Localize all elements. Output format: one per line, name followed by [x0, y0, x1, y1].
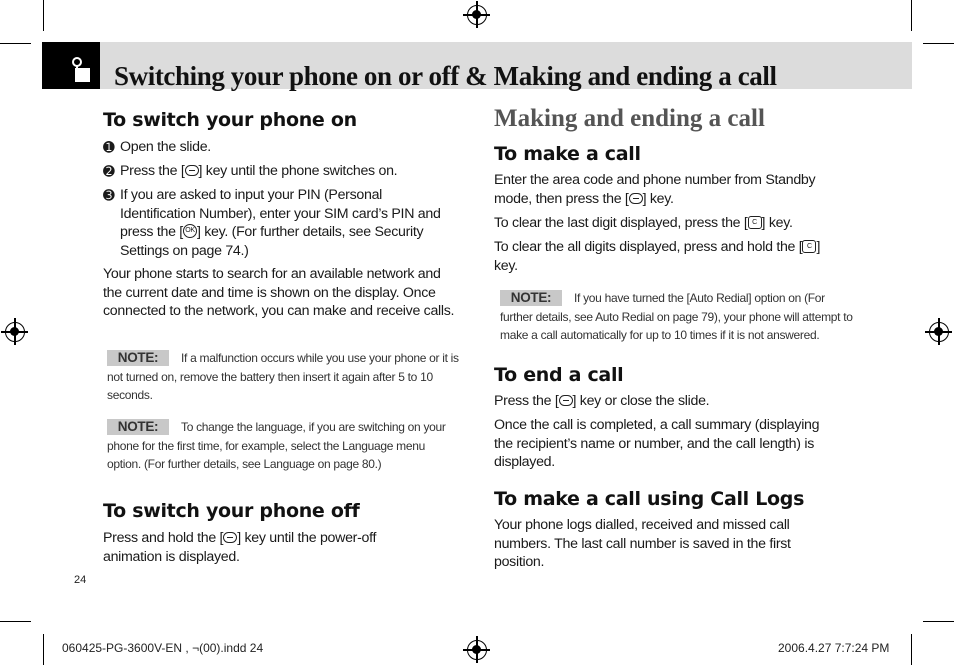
- power-plug-icon: [42, 42, 100, 89]
- registration-mark-icon: [5, 322, 25, 342]
- note-text: If a malfunction occurs while you use your phone or it is not turned on, remove the battery then insert it again after 5 to 10 seconds.: [107, 351, 459, 402]
- end-call-heading: To end a call: [494, 364, 624, 386]
- ok-key-icon: OK: [183, 224, 197, 238]
- switch-off-text: Press and hold the [ ] key until the power-off animation is displayed.: [103, 530, 377, 565]
- switch-on-heading: To switch your phone on: [103, 109, 357, 131]
- section-title: Making and ending a call: [494, 105, 765, 132]
- make-call-text: Enter the area code and phone number from Standby mode, then press the [ ] key.: [494, 172, 816, 207]
- end-power-key-icon: [223, 532, 237, 543]
- end-call-text: Press the [ ] key or close the slide.: [494, 393, 710, 409]
- clear-last-text: To clear the last digit displayed, press the [ C ] key.: [494, 215, 793, 231]
- page-title: Switching your phone on or off & Making and ending a call: [114, 61, 777, 91]
- crop-mark: [923, 621, 954, 622]
- slug-file: 060425-PG-3600V-EN , ¬(00).indd 24: [62, 641, 264, 655]
- step-number: ➌: [103, 187, 115, 203]
- step-3: [103, 186, 453, 260]
- network-search-paragraph: Your phone starts to search for an available network and the current date and time is shown on the display. Once connected to the network, you can make and receive calls.: [103, 266, 455, 319]
- registration-mark-icon: [467, 640, 487, 660]
- step-1: [103, 138, 453, 157]
- note-language: [107, 418, 460, 474]
- step-text: Open the slide.: [120, 139, 211, 155]
- note-badge: NOTE:: [107, 350, 169, 366]
- crop-mark: [0, 621, 31, 622]
- call-summary-paragraph: Once the call is completed, a call summary (displaying the recipient’s name or number, and the call length) is displayed.: [494, 417, 820, 470]
- note-badge: NOTE:: [107, 419, 169, 435]
- clear-all-text: To clear the all digits displayed, press and hold the [ C ] key.: [494, 239, 821, 274]
- send-key-icon: [629, 193, 643, 204]
- clear-key-icon: C: [748, 216, 762, 229]
- note-badge: NOTE:: [500, 290, 562, 306]
- make-call-heading: To make a call: [494, 143, 641, 165]
- step-number: ➊: [103, 139, 115, 155]
- step-text: If you are asked to input your PIN (Personal Identification Number), enter your SIM card’s PIN and press the [ OK ] key. (For further details, see Security Settings on page 74.): [120, 187, 441, 259]
- crop-mark: [0, 43, 31, 44]
- registration-mark-icon: [929, 322, 949, 342]
- note-text: If you have turned the [Auto Redial] option on (For further details, see Auto Redial on page 79), your phone will attempt to make a call automatically for up to 10 times if it is not answered.: [500, 291, 853, 342]
- page-number: 24: [74, 574, 87, 586]
- note-text: To change the language, if you are switching on your phone for the first time, for example, select the Language menu option. (For further details, see Language on page 80.): [107, 420, 446, 471]
- clear-key-icon: C: [802, 240, 816, 253]
- step-2: [103, 162, 453, 181]
- step-number: ➋: [103, 163, 115, 179]
- registration-mark-icon: [467, 5, 487, 25]
- end-power-key-icon: [185, 165, 199, 176]
- step-text: Press the [ ] key until the phone switches on.: [120, 163, 398, 179]
- crop-mark: [43, 0, 44, 31]
- note-auto-redial: [500, 289, 856, 345]
- crop-mark: [923, 43, 954, 44]
- switch-off-heading: To switch your phone off: [103, 500, 360, 522]
- call-logs-paragraph: Your phone logs dialled, received and missed call numbers. The last call number is saved in the first position.: [494, 517, 791, 570]
- crop-mark: [911, 0, 912, 31]
- crop-mark: [43, 634, 44, 665]
- slug-timestamp: 2006.4.27 7:7:24 PM: [778, 641, 890, 655]
- call-logs-heading: To make a call using Call Logs: [494, 488, 805, 510]
- end-power-key-icon: [559, 395, 573, 406]
- note-malfunction: [107, 349, 460, 405]
- crop-mark: [911, 634, 912, 665]
